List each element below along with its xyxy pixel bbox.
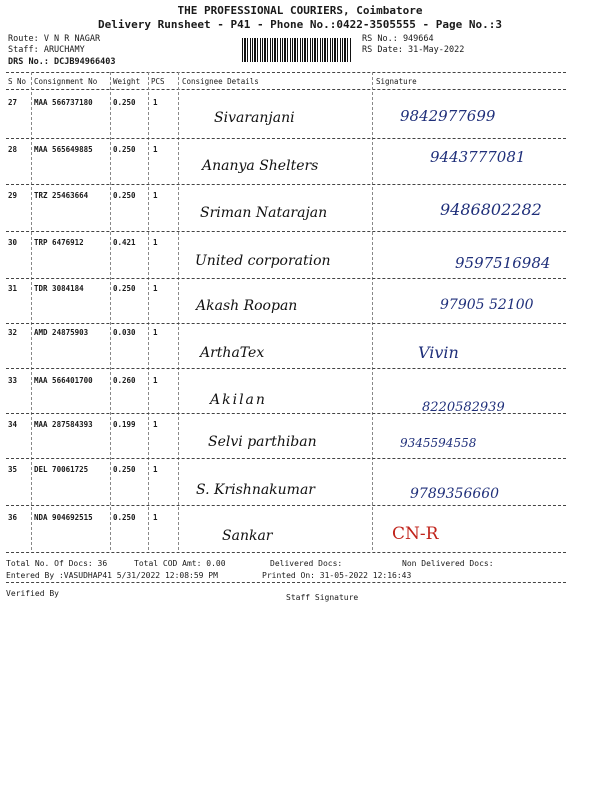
row-signature: 9842977699 — [400, 107, 496, 125]
row-consignee: Sivaranjani — [214, 110, 295, 126]
row-pcs: 1 — [153, 420, 158, 429]
row-weight: 0.250 — [113, 191, 136, 200]
row-consignee: Sriman Natarajan — [200, 205, 328, 221]
row-weight: 0.199 — [113, 420, 136, 429]
row-pcs: 1 — [153, 145, 158, 154]
col-divider — [178, 72, 179, 550]
row-rule — [6, 458, 566, 459]
col-divider — [31, 72, 32, 550]
row-consignee: ArthaTex — [200, 345, 265, 361]
row-signature: 9597516984 — [455, 254, 551, 272]
row-rule — [6, 278, 566, 279]
row-consignment: MAA 287584393 — [34, 420, 93, 429]
footer-top-rule — [6, 552, 566, 553]
verified-by: Verified By — [6, 589, 59, 598]
rs-number: RS No.: 949664 — [362, 34, 434, 44]
row-sno: 31 — [8, 284, 18, 293]
row-signature: 97905 52100 — [440, 297, 534, 313]
company-title: THE PROFESSIONAL COURIERS, Coimbatore — [177, 4, 423, 17]
row-consignment: NDA 904692515 — [34, 513, 93, 522]
row-consignee: Sankar — [222, 528, 273, 544]
row-pcs: 1 — [153, 513, 158, 522]
row-consignee: United corporation — [195, 253, 331, 269]
col-sno: S No — [8, 77, 27, 86]
row-sno: 28 — [8, 145, 18, 154]
staff-signature: Staff Signature — [286, 593, 359, 602]
printed-on: Printed On: 31-05-2022 12:16:43 — [262, 571, 412, 580]
runsheet-subtitle: Delivery Runsheet - P41 - Phone No.:0422-3505555 - Page No.:3 — [98, 18, 502, 31]
staff-label: Staff: ARUCHAMY — [8, 45, 85, 55]
row-rule — [6, 368, 566, 369]
row-pcs: 1 — [153, 284, 158, 293]
col-pcs: PCS — [151, 77, 165, 86]
row-pcs: 1 — [153, 98, 158, 107]
header-top-rule — [6, 72, 566, 73]
row-weight: 0.421 — [113, 238, 136, 247]
row-consignment: DEL 70061725 — [34, 465, 89, 474]
barcode — [242, 38, 352, 62]
row-weight: 0.250 — [113, 145, 136, 154]
row-rule — [6, 184, 566, 185]
row-signature: 9789356660 — [410, 486, 500, 502]
row-consignment: TRP 6476912 — [34, 238, 84, 247]
row-sno: 33 — [8, 376, 18, 385]
route-label: Route: V N R NAGAR — [8, 34, 101, 44]
col-weight: Weight — [113, 77, 141, 86]
row-pcs: 1 — [153, 465, 158, 474]
rs-date: RS Date: 31-May-2022 — [362, 45, 465, 55]
row-consignee: Selvi parthiban — [208, 434, 317, 450]
row-consignee: S. Krishnakumar — [196, 482, 315, 498]
row-consignee: Ananya Shelters — [202, 158, 319, 174]
row-sno: 32 — [8, 328, 18, 337]
row-sno: 27 — [8, 98, 18, 107]
entered-by: Entered By :VASUDHAP41 5/31/2022 12:08:59 PM — [6, 571, 218, 580]
row-pcs: 1 — [153, 238, 158, 247]
row-consignment: TDR 3084184 — [34, 284, 84, 293]
row-consignment: MAA 566737180 — [34, 98, 93, 107]
non-delivered-docs: Non Delivered Docs: — [402, 559, 494, 568]
row-sno: 29 — [8, 191, 18, 200]
delivered-docs: Delivered Docs: — [270, 559, 343, 568]
row-sno: 36 — [8, 513, 18, 522]
row-rule — [6, 138, 566, 139]
row-consignment: AMD 24875903 — [34, 328, 89, 337]
row-sno: 34 — [8, 420, 18, 429]
row-weight: 0.250 — [113, 465, 136, 474]
row-rule — [6, 323, 566, 324]
drs-number: DRS No.: DCJB94966403 — [8, 57, 116, 67]
col-consignee: Consignee Details — [182, 77, 259, 86]
row-consignment: MAA 565649885 — [34, 145, 93, 154]
row-signature: 9443777081 — [430, 148, 526, 166]
row-signature: 9486802282 — [440, 200, 542, 219]
row-rule — [6, 505, 566, 506]
row-sno: 30 — [8, 238, 18, 247]
row-rule — [6, 231, 566, 232]
row-pcs: 1 — [153, 328, 158, 337]
row-weight: 0.030 — [113, 328, 136, 337]
row-signature: 9345594558 — [400, 436, 477, 450]
row-signature: 8220582939 — [422, 400, 505, 415]
total-cod: Total COD Amt: 0.00 — [134, 559, 226, 568]
row-weight: 0.260 — [113, 376, 136, 385]
row-weight: 0.250 — [113, 284, 136, 293]
row-signature: CN-R — [392, 524, 439, 544]
total-docs: Total No. Of Docs: 36 — [6, 559, 108, 568]
row-rule — [6, 413, 566, 414]
col-signature: Signature — [376, 77, 417, 86]
row-consignment: MAA 566401700 — [34, 376, 93, 385]
col-divider — [148, 72, 149, 550]
header-bottom-rule — [6, 89, 566, 90]
footer-bottom-rule — [6, 582, 566, 583]
col-divider — [110, 72, 111, 550]
col-divider — [372, 72, 373, 550]
row-pcs: 1 — [153, 376, 158, 385]
row-signature: Vivin — [418, 343, 459, 362]
row-consignee: Akilan — [210, 392, 267, 408]
row-consignment: TRZ 25463664 — [34, 191, 89, 200]
row-weight: 0.250 — [113, 513, 136, 522]
row-weight: 0.250 — [113, 98, 136, 107]
col-consignment: Consignment No — [34, 77, 98, 86]
row-sno: 35 — [8, 465, 18, 474]
row-pcs: 1 — [153, 191, 158, 200]
row-consignee: Akash Roopan — [196, 298, 298, 314]
